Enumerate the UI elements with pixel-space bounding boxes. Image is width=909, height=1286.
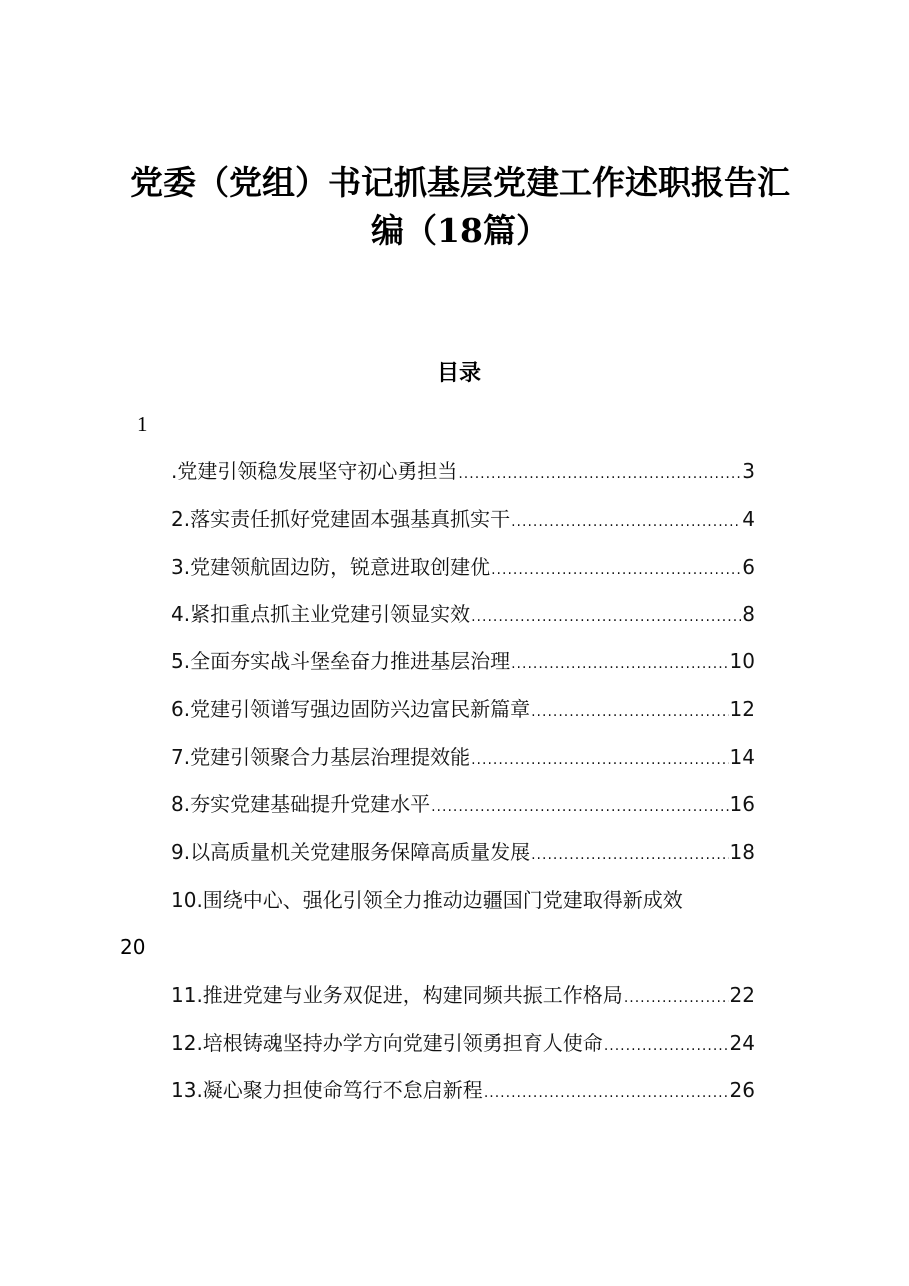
toc-entry-4[interactable] [171, 604, 755, 624]
toc-entry-3[interactable] [171, 557, 755, 577]
toc-dot-leader [511, 515, 741, 529]
toc-entry-label: 12.培根铸魂坚持办学方向党建引领勇担育人使命 [171, 1031, 603, 1055]
toc-dot-leader [491, 563, 741, 577]
toc-dot-leader [458, 467, 741, 481]
toc-entry-label: 11.推进党建与业务双促进，构建同频共振工作格局 [171, 983, 623, 1007]
toc-entry-10-page[interactable]: 20 [120, 935, 146, 959]
toc-entry-page: 18 [729, 840, 755, 864]
toc-entry-13[interactable] [171, 1080, 755, 1100]
toc-dot-leader [604, 1039, 729, 1053]
toc-entry-2[interactable] [171, 509, 755, 529]
toc-entry-label: 8.夯实党建基础提升党建水平 [171, 792, 431, 816]
document-title-line-2: 编（18篇） [371, 211, 549, 250]
toc-entry-label: 2.落实责任抓好党建固本强基真抓实干 [171, 507, 511, 531]
toc-entry-1[interactable] [171, 461, 755, 481]
document-title-line-1: 党委（党组）书记抓基层党建工作述职报告汇 [130, 163, 790, 202]
toc-entry-page: 26 [729, 1078, 755, 1102]
toc-entry-7[interactable] [171, 747, 755, 767]
toc-dot-leader [511, 657, 728, 671]
toc-dot-leader [531, 848, 728, 862]
toc-dot-leader [471, 753, 728, 767]
toc-entry-8[interactable] [171, 794, 755, 814]
toc-entry-5[interactable] [171, 651, 755, 671]
toc-entry-page: 14 [729, 745, 755, 769]
toc-entry-page: 10 [729, 649, 755, 673]
toc-entry-label: 4.紧扣重点抓主业党建引领显实效 [171, 602, 471, 626]
toc-entry-page: 6 [742, 555, 755, 579]
toc-entry-label: 10.围绕中心、强化引领全力推动边疆国门党建取得新成效 [171, 888, 683, 912]
toc-entry-label: 9.以高质量机关党建服务保障高质量发展 [171, 840, 531, 864]
toc-dot-leader [431, 800, 728, 814]
toc-entry-10[interactable] [171, 890, 811, 910]
toc-entry-6[interactable] [171, 699, 755, 719]
toc-entry-label: 6.党建引领谱写强边固防兴边富民新篇章 [171, 697, 531, 721]
toc-dot-leader [624, 991, 729, 1005]
toc-entry-label: 13.凝心聚力担使命笃行不怠启新程 [171, 1078, 483, 1102]
toc-entry-11[interactable] [171, 985, 755, 1005]
toc-entry-12[interactable] [171, 1033, 755, 1053]
toc-dot-leader [484, 1086, 729, 1100]
toc-heading: 目录 [436, 360, 481, 386]
toc-entry-label: 3.党建领航固边防，锐意进取创建优 [171, 555, 491, 579]
toc-entry-page: 4 [742, 507, 755, 531]
toc-dot-leader [471, 610, 741, 624]
toc-entry-page: 3 [742, 459, 755, 483]
toc-leading-number: 1 [137, 412, 148, 436]
toc-entry-label: 5.全面夯实战斗堡垒奋力推进基层治理 [171, 649, 511, 673]
toc-entry-page: 8 [742, 602, 755, 626]
toc-entry-9[interactable] [171, 842, 755, 862]
toc-entry-page: 16 [729, 792, 755, 816]
toc-entry-label: 7.党建引领聚合力基层治理提效能 [171, 745, 471, 769]
toc-entry-page: 22 [729, 983, 755, 1007]
toc-entry-page: 24 [729, 1031, 755, 1055]
toc-entry-label: .党建引领稳发展坚守初心勇担当 [171, 459, 458, 483]
toc-entry-page: 12 [729, 697, 755, 721]
toc-dot-leader [531, 705, 728, 719]
